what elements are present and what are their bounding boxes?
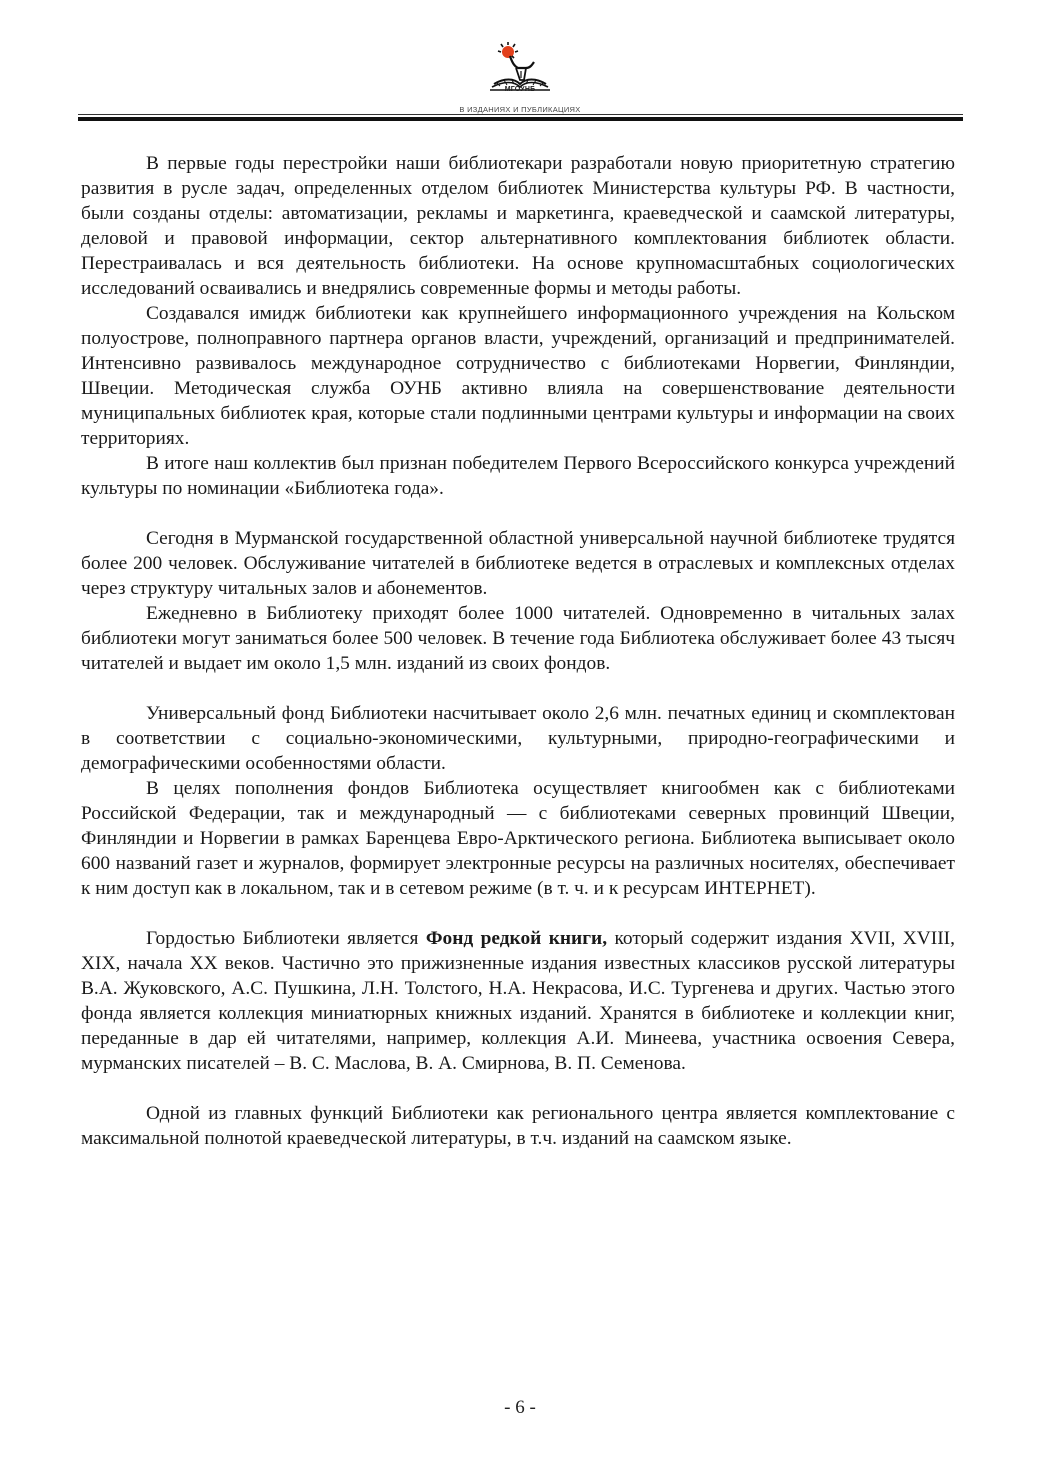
header-subtitle: В ИЗДАНИЯХ И ПУБЛИКАЦИЯХ (459, 105, 581, 114)
document-body (81, 151, 955, 1151)
page-header (0, 0, 1040, 125)
rare-books-fund-name: Фонд редкой книги, (425, 928, 608, 949)
header-rule-thin (78, 114, 963, 115)
paragraph-daily-readers: Ежедневно в Библиотеку приходят более 1000 читателей. Одновременно в читальных залах библиотеки могут заниматься более 500 человек. В течение года Библиотека обслуживает более 43 тысяч читателей и выдает им около 1,5 млн. изданий из своих фондов. (81, 603, 955, 674)
paragraph-library-of-year: В итоге наш коллектив был признан победителем Первого Всероссийского конкурса учреждений культуры по номинации «Библиотека года». (81, 453, 955, 499)
paragraph-rare-books (81, 926, 955, 1076)
page-number: - 6 - (504, 1397, 536, 1418)
rare-books-lead-text: Гордостью Библиотеки является (146, 928, 426, 949)
paragraph-library-image: Создавался имидж библиотеки как крупнейшего информационного учреждения на Кольском полуострове, полноправного партнера органов власти, учреждений, организаций и предпринимателей. Интенсивно развивалось международное сотрудничество с библиотеками Норвегии, Финляндии, Швеции. Методическая служба ОУНБ активно влияла на совершенствование деятельности муниципальных библиотек края, которые стали подлинными центрами культуры и информации на своих территориях. (81, 303, 955, 449)
rare-books-body-text: который содержит издания XVII, XVIII, XIX, начала XX веков. Частично это прижизненные издания известных классиков русской литературы В.А. Жуковского, А.С. Пушкина, Л.Н. Толстого, Н.А. Некрасова, И.С. Тургенева и других. Частью этого фонда является коллекция миниатюрных книжных изданий. Хранятся в библиотеке и коллекции книг, переданные в дар ей читателями, например, коллекция А.И. Минеева, участника освоения Севера, мурманских писателей – В. С. Маслова, В. А. Смирнова, В. П. Семенова. (81, 928, 955, 1074)
paragraph-regional-center: Одной из главных функций Библиотеки как регионального центра является комплектование с максимальной полнотой краеведческой литературы, в т.ч. изданий на саамском языке. (81, 1103, 955, 1149)
paragraph-universal-fund: Универсальный фонд Библиотеки насчитывает около 2,6 млн. печатных единиц и скомплектован в соответствии с социально-экономическими, культурными, природно-географическими и демографическими особенностями области. (81, 703, 955, 774)
logo-caption: МГОУНБ (504, 86, 536, 93)
paragraph-book-exchange: В целях пополнения фондов Библиотека осуществляет книгообмен как с библиотеками Российской Федерации, так и международный — с библиотеками северных провинций Швеции, Финляндии и Норвегии в рамках Баренцева Евро-Арктического региона. Библиотека выписывает около 600 названий газет и журналов, формирует электронные ресурсы на различных носителях, обеспечивает к ним доступ как в локальном, так и в сетевом режиме (в т. ч. и к ресурсам ИНТЕРНЕТ). (81, 778, 955, 899)
paragraph-staff: Сегодня в Мурманской государственной областной универсальной научной библиотеке трудятся более 200 человек. Обслуживание читателей в библиотеке ведется в отраслевых и комплексных отделах через структуру читальных залов и абонементов. (81, 528, 955, 599)
header-rule-thick (78, 117, 963, 121)
paragraph-perestroika-strategy: В первые годы перестройки наши библиотекари разработали новую приоритетную стратегию развития в русле задач, определенных отделом библиотек Министерства культуры РФ. В частности, были созданы отделы: автоматизации, рекламы и маркетинга, краеведческой и саамской литературы, деловой и правовой информации, сектор альтернативного комплектования библиотек области. Перестраивалась и вся деятельность библиотеки. На основе крупномасштабных социологических исследований осваивались и внедрялись современные формы и методы работы. (81, 153, 955, 299)
